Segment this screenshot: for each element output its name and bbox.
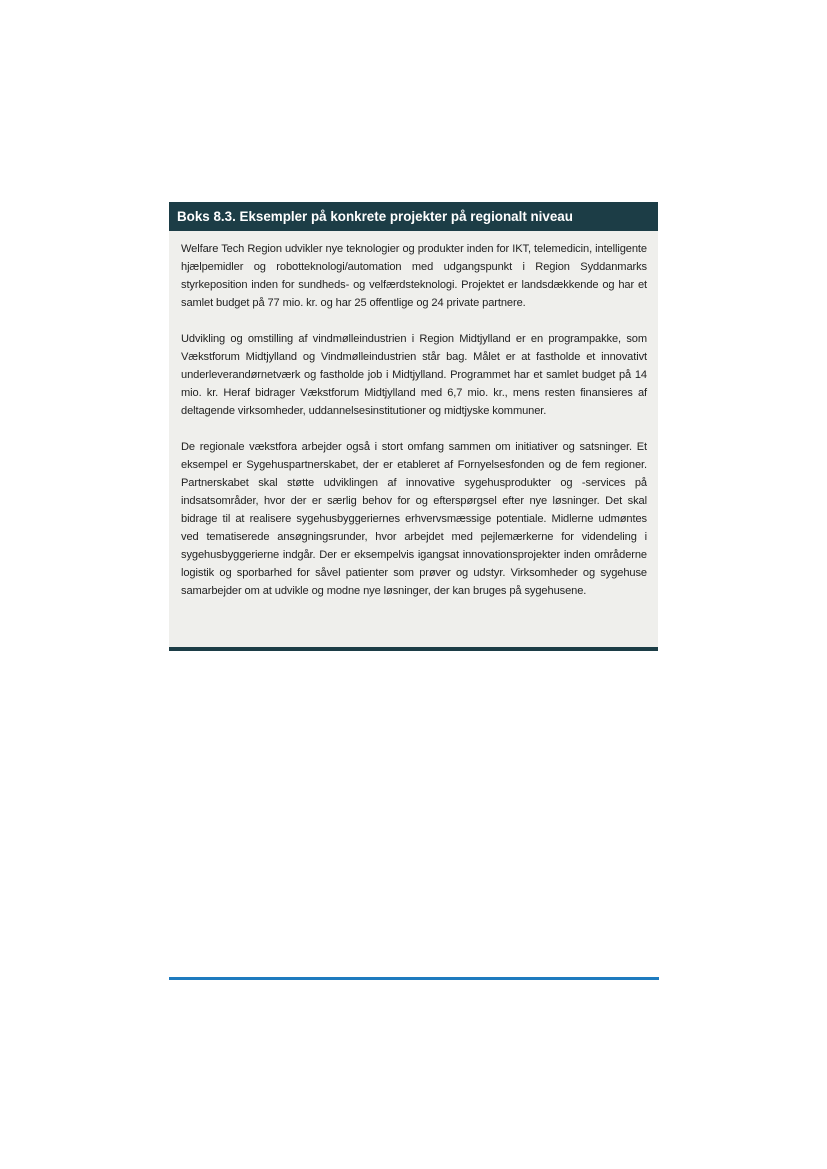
example-box — [169, 202, 658, 651]
paragraph-hospital-partnership: De regionale vækstfora arbejder også i stort omfang sammen om initiativer og satsninger. Et eksempel er Sygehuspartnerskabet, der er etableret af Fornyelsesfonden og de fem regioner. Partnerskabet skal støtte udviklingen af innovative sygehusprodukter og -services på indsatsområder, hvor der er særlig behov for og efterspørgsel efter nye løsninger. Det skal bidrage til at realisere sygehusbyggeriernes erhvervsmæssige potentiale. Midlerne udmøntes ved tematiserede ansøgningsrunder, hvor arbejdet med pejlemærkerne for videndeling i sygehusbyggerierne indgår. Der er eksempelvis igangsat innovationsprojekter inden områderne logistik og sporbarhed for såvel patienter som prøver og udstyr. Virksomheder og sygehuse samarbejder om at udvikle og modne nye løsninger, der kan bruges på sygehusene. — [181, 441, 647, 597]
paragraph-wind-industry: Udvikling og omstilling af vindmølleindustrien i Region Midtjylland er en programpakke, som Vækstforum Midtjylland og Vindmølleindustrien står bag. Målet er at fastholde et innovativt underleverandørnetværk og fastholde job i Midtjylland. Programmet har et samlet budget på 14 mio. kr. Heraf bidrager Vækstforum Midtjylland med 6,7 mio. kr., mens resten finansieres af deltagende virksomheder, uddannelsesinstitutioner og midtjyske kommuner. — [181, 333, 647, 417]
box-body — [169, 231, 658, 600]
footer-divider — [169, 977, 659, 980]
box-title: Boks 8.3. Eksempler på konkrete projekter på regionalt niveau — [169, 202, 658, 231]
paragraph-welfare-tech: Welfare Tech Region udvikler nye teknologier og produkter inden for IKT, telemedicin, intelligente hjælpemidler og robotteknologi/automation med udgangspunkt i Region Syddanmarks styrkeposition inden for sundheds- og velfærdsteknologi. Projektet er landsdækkende og har et samlet budget på 77 mio. kr. og har 25 offentlige og 24 private partnere. — [181, 243, 647, 309]
